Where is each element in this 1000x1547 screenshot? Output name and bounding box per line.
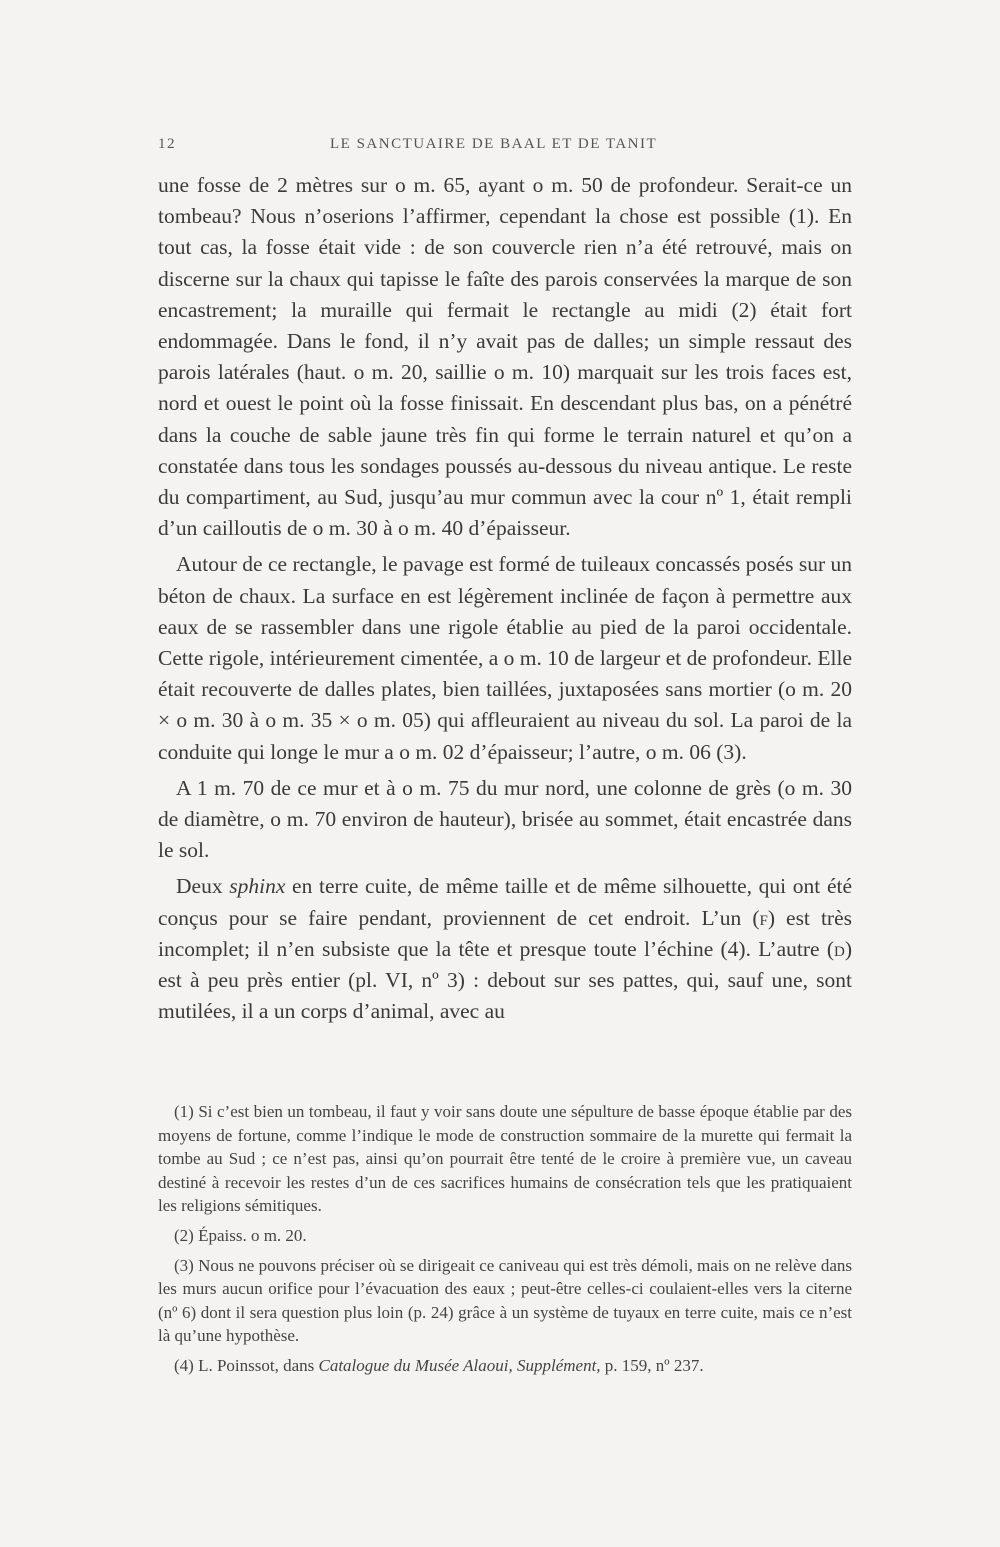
paragraph-4-part-b: ) est très incomplet; il n’en subsiste que la tête et presque toute l’échine (4). L’autre ( — [158, 905, 852, 961]
catalogue-citation: Catalogue du Musée Alaoui, Supplément, — [318, 1355, 601, 1375]
body-text — [158, 170, 852, 1027]
paragraph-4-part-a: en terre cuite, de même taille et de même silhouette, qui ont été conçus pour se faire pendant, proviennent de cet endroit. L’un ( — [158, 874, 853, 930]
running-head — [158, 136, 852, 160]
footnotes — [158, 1100, 852, 1384]
sigla-d: d — [833, 936, 845, 961]
sphinx-term: sphinx — [229, 874, 286, 899]
running-title: LE SANCTUAIRE DE BAAL ET DE TANIT — [330, 136, 658, 152]
paragraph-3: A 1 m. 70 de ce mur et à o m. 75 du mur nord, une colonne de grès (o m. 30 de diamètre, o m. 70 environ de hauteur), brisée au sommet, était encastrée dans le sol. — [158, 775, 852, 863]
paragraph-4-part-c: ) est à peu près entier (pl. VI, nº 3) : debout sur ses pattes, qui, sauf une, sont mutilées, il a un corps d’animal, avec au — [158, 936, 852, 1024]
paragraph-4 — [158, 871, 852, 1027]
footnote-4-end: p. 159, nº 237. — [600, 1355, 704, 1375]
footnote-1: (1) Si c’est bien un tombeau, il faut y voir sans doute une sépulture de basse époque établie par des moyens de fortune, comme l’indique le mode de construction sommaire de la murette qui fermait la tombe au Sud ; ce n’est pas, ainsi qu’on pourrait être tenté de le croire à première vue, un caveau destiné à recevoir les restes d’un de ces sacrifices humains de consécration tels que les pratiquaient les religions sémitiques. — [158, 1102, 852, 1216]
footnote-3: (3) Nous ne pouvons préciser où se dirigeait ce caniveau qui est très démoli, mais on ne relève dans les murs aucun orifice pour l’évacuation des eaux ; peut-être celles-ci coulaient-elles vers la citerne (nº 6) dont il sera question plus loin (p. 24) grâce à un système de tuyaux en terre cuite, mais ce n’est là qu’une hypothèse. — [158, 1255, 852, 1346]
sigla-f: f — [759, 905, 768, 930]
page-number: 12 — [158, 136, 176, 152]
paragraph-1: une fosse de 2 mètres sur o m. 65, ayant o m. 50 de profondeur. Serait-ce un tombeau? Nous n’oserions l’affirmer, cependant la chose est possible (1). En tout cas, la fosse était vide : de son couvercle rien n’a été retrouvé, mais on discerne sur la chaux qui tapisse le faîte des parois conservées la marque de son encastrement; la muraille qui fermait le rectangle au midi (2) était fort endommagée. Dans le fond, il n’y avait pas de dalles; un simple ressaut des parois latérales (haut. o m. 20, saillie o m. 10) marquait sur les trois faces est, nord et ouest le point où la fosse finissait. En descendant plus bas, on a pénétré dans la couche de sable jaune très fin qui forme le terrain naturel et qu’on a constatée dans tous les sondages poussés au-dessous du niveau antique. Le reste du compartiment, au Sud, jusqu’au mur commun avec la cour nº 1, était rempli d’un cailloutis de o m. 30 à o m. 40 d’épaisseur. — [158, 173, 852, 541]
paragraph-4-start: Deux — [176, 874, 230, 899]
paragraph-2: Autour de ce rectangle, le pavage est formé de tuileaux concassés posés sur un béton de chaux. La surface en est légèrement inclinée de façon à permettre aux eaux de se rassembler dans une rigole établie au pied de la paroi occidentale. Cette rigole, intérieurement cimentée, a o m. 10 de largeur et de profondeur. Elle était recouverte de dalles plates, bien taillées, juxtaposées sans mortier (o m. 20 × o m. 30 à o m. 35 × o m. 05) qui affleuraient au niveau du sol. La paroi de la conduite qui longe le mur a o m. 02 d’épaisseur; l’autre, o m. 06 (3). — [158, 552, 852, 764]
footnote-4 — [158, 1354, 852, 1378]
footnote-2: (2) Épaiss. o m. 20. — [174, 1225, 307, 1245]
footnote-4-start: (4) L. Poinssot, dans — [174, 1355, 319, 1375]
